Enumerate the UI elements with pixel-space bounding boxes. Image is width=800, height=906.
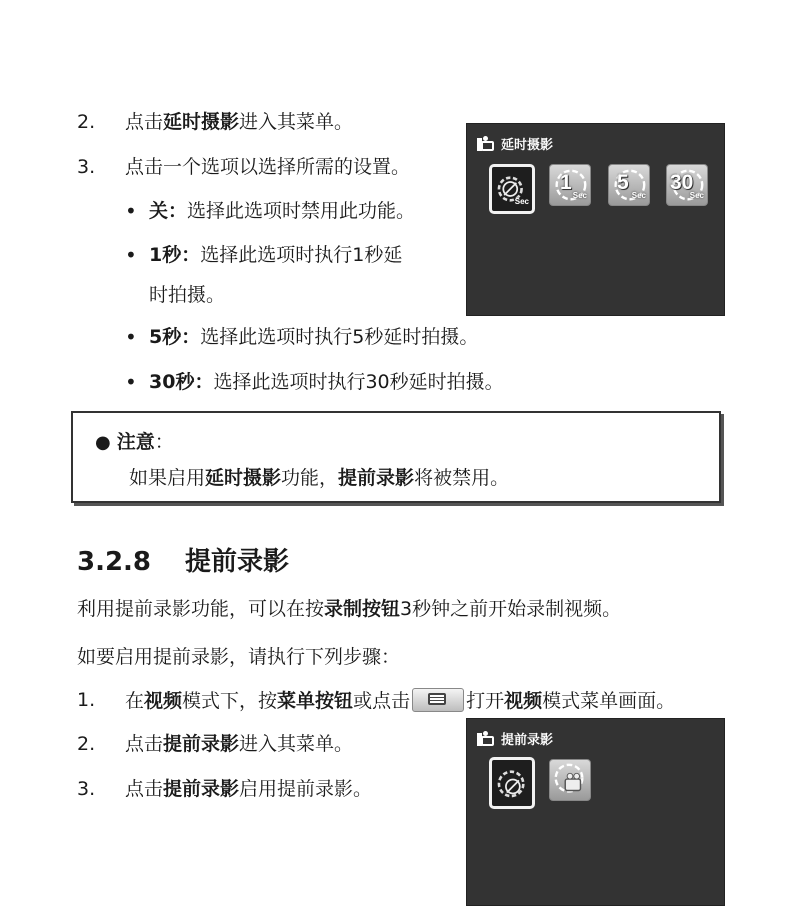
bullet-5sec xyxy=(149,325,478,349)
step-text: 启用提前录影。 xyxy=(239,778,373,800)
option-sec-label: Sec xyxy=(689,191,704,200)
step-text: 点击 xyxy=(125,111,164,133)
step-text: 点击一个选项以选择所需的设置。 xyxy=(125,156,411,178)
menu-button-icon xyxy=(412,688,464,712)
option-sec-label: Sec xyxy=(572,191,587,200)
option-sec-label: Sec xyxy=(514,197,529,206)
note-colon: ： xyxy=(154,431,174,453)
bullet-30sec xyxy=(149,370,504,394)
note-bold: 提前录影 xyxy=(338,467,415,489)
menu-title xyxy=(477,134,553,153)
step-bold: 视频 xyxy=(504,690,543,712)
step-number: 3. xyxy=(77,156,96,178)
step-text: 打开 xyxy=(466,690,505,712)
option-number: 30 xyxy=(670,171,694,194)
step-bold: 提前录影 xyxy=(163,733,240,755)
option-30sec[interactable] xyxy=(666,164,708,206)
note-bold: 延时摄影 xyxy=(205,467,282,489)
menu-title-text: 延时摄影 xyxy=(501,138,554,153)
bullet-label: 5秒： xyxy=(149,326,201,348)
step-number: 1. xyxy=(77,689,96,711)
step-bold: 提前录影 xyxy=(163,778,240,800)
step-text: 在 xyxy=(125,690,145,712)
pre-record-menu-screenshot xyxy=(466,718,725,906)
option-number: 1 xyxy=(560,171,572,194)
step-bold: 延时摄影 xyxy=(163,111,240,133)
section-title: 提前录影 xyxy=(185,547,290,577)
bullet-text: 时拍摄。 xyxy=(149,284,226,306)
step-number: 3. xyxy=(77,778,96,800)
note-label: 注意 xyxy=(116,431,155,453)
para-text: 利用提前录影功能，可以在按 xyxy=(77,598,325,620)
step-number: 2. xyxy=(77,733,96,755)
bullet-text: 选择此选项时禁用此功能。 xyxy=(187,200,416,222)
bullet-text: 选择此选项时执行1秒延 xyxy=(200,244,403,266)
note-text-part: 将被禁用。 xyxy=(414,467,510,489)
note-text xyxy=(129,466,509,490)
section-number: 3.2.8 xyxy=(77,547,152,577)
option-off[interactable] xyxy=(489,164,535,214)
bullet-text: 选择此选项时执行5秒延时拍摄。 xyxy=(200,326,479,348)
self-timer-menu-screenshot xyxy=(466,123,725,316)
section-heading xyxy=(77,541,289,578)
paragraph-2: 如要启用提前录影，请执行下列步骤： xyxy=(77,646,401,668)
para-text: 3秒钟之前开始录制视频。 xyxy=(400,598,622,620)
option-pre-record-on[interactable] xyxy=(549,759,591,801)
note-heading xyxy=(95,430,174,455)
option-1sec[interactable] xyxy=(549,164,591,206)
step-text: 模式菜单画面。 xyxy=(542,690,676,712)
note-box xyxy=(71,411,721,503)
step-text: 进入其菜单。 xyxy=(239,733,354,755)
step-number: 2. xyxy=(77,111,96,133)
step-text: 点击 xyxy=(125,778,164,800)
bullet-label: 关： xyxy=(149,200,188,222)
option-5sec[interactable] xyxy=(608,164,650,206)
note-text-part: 如果启用 xyxy=(129,467,206,489)
bullet-off xyxy=(149,199,415,223)
pre-record-icon xyxy=(550,760,590,800)
bullet-text: 选择此选项时执行30秒延时拍摄。 xyxy=(213,371,504,393)
step-bold: 菜单按钮 xyxy=(277,690,354,712)
step-text: 模式下，按 xyxy=(182,690,278,712)
option-sec-label: Sec xyxy=(631,191,646,200)
bullet-label: 30秒： xyxy=(149,371,214,393)
step-text: 进入其菜单。 xyxy=(239,111,354,133)
step-text: 点击 xyxy=(125,733,164,755)
option-pre-record-off[interactable] xyxy=(489,757,535,809)
paragraph-1 xyxy=(77,597,621,621)
step-bold: 视频 xyxy=(144,690,183,712)
step-text: 或点击 xyxy=(353,690,411,712)
camcorder-icon xyxy=(477,136,495,152)
pre-record-off-icon xyxy=(492,760,532,806)
bullet-1sec-cont xyxy=(149,283,225,307)
menu-title xyxy=(477,729,553,748)
note-text-part: 功能， xyxy=(281,467,339,489)
bullet-label: 1秒： xyxy=(149,244,201,266)
bullet-1sec xyxy=(149,243,402,267)
option-number: 5 xyxy=(617,171,629,194)
bullet-dot-icon: ● xyxy=(95,432,111,453)
menu-title-text: 提前录影 xyxy=(501,733,554,748)
para-bold: 录制按钮 xyxy=(324,598,401,620)
camcorder-icon xyxy=(477,731,495,747)
